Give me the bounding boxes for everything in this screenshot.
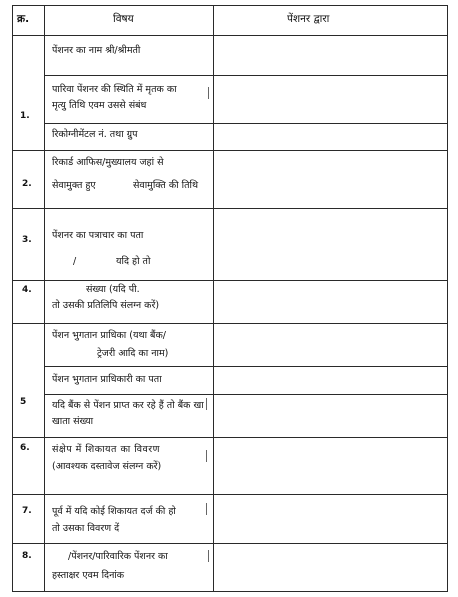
rule (12, 543, 448, 544)
header-subject: विषय (113, 13, 134, 25)
row-number-4: 4. (22, 285, 32, 295)
rule (447, 5, 448, 592)
row-number-2: 2. (22, 179, 32, 189)
row-account-number: खाता संख्या (52, 416, 94, 427)
row-number-8: 8. (22, 551, 32, 561)
row-treasury-name: ट्रेजरी आदि का नाम) (97, 348, 169, 359)
rule (12, 323, 448, 324)
rule (213, 5, 214, 592)
scan-mark (206, 503, 207, 515)
row-if-any: यदि हो तो (116, 256, 151, 267)
row-address-slash: / (73, 256, 77, 267)
rule (44, 394, 448, 395)
row-discharged: सेवामुक्त हुए (52, 180, 96, 191)
rule (12, 494, 448, 495)
rule (12, 35, 448, 36)
row-recognition-no: रिकोग्नीमेंटल नं. तथा ग्रुप (52, 129, 138, 140)
row-bank-pension: यदि बैंक से पेंशन प्राप्त कर रहे हैं तो बैंक खा (52, 400, 204, 411)
scan-mark (208, 550, 209, 562)
scan-mark (208, 87, 209, 99)
rule (12, 150, 448, 151)
row-signature-date: हस्ताक्षर एवम दिनांक (52, 570, 125, 581)
rule (12, 437, 448, 438)
rule (44, 366, 448, 367)
row-number-6: 6. (20, 443, 30, 453)
row-authority-address: पेंशन भुगतान प्राधिकारी का पता (52, 374, 162, 385)
rule (44, 123, 448, 124)
row-record-office: रिकार्ड आफिस/मुख्यालय जहां से (52, 157, 164, 168)
rule (44, 5, 45, 592)
rule (12, 208, 448, 209)
header-sno: क्र. (17, 13, 30, 25)
rule (44, 75, 448, 76)
scan-mark (206, 398, 207, 410)
row-number-3: 3. (22, 235, 32, 245)
row-number-5: 5 (20, 397, 27, 407)
row-previous-complaint: पूर्व में यदि कोई शिकायत दर्ज की हो (52, 506, 176, 517)
rule (12, 5, 13, 592)
rule (12, 5, 448, 6)
row-number-7: 7. (22, 506, 32, 516)
row-attach-copy: तो उसकी प्रतिलिपि संलग्न करें) (52, 300, 160, 311)
header-by-pensioner: पेंशनर द्वारा (287, 13, 330, 25)
row-discharge-date: सेवामुक्ति की तिथि (133, 180, 199, 191)
row-correspondence-address: पेंशनर का पत्राचार का पता (52, 230, 144, 241)
row-death-date-relation: मृत्यु तिथि एवम उससे संबंध (52, 100, 147, 111)
row-number-1: 1. (20, 111, 30, 121)
row-give-details: तो उसका विवरण दें (52, 523, 120, 534)
row-deceased-status: पारिवा पेंशनर की स्थिति में मृतक का (52, 84, 177, 95)
scan-mark (206, 450, 207, 462)
row-attach-documents: (आवश्यक दस्तावेज संलग्न करें) (52, 461, 162, 472)
row-pensioner-name: पेंशनर का नाम श्री/श्रीमती (52, 45, 141, 56)
rule (12, 591, 448, 592)
row-pension-authority: पेंशन भुगतान प्राधिका (यथा बैंक/ (52, 330, 166, 341)
row-complaint-summary: संक्षेप में शिकायत का विवरण (52, 444, 161, 455)
row-number-if-ppo: संख्या (यदि पी. (86, 284, 140, 295)
row-family-pensioner: /पेंशनर/पारिवारिक पेंशनर का (68, 551, 168, 562)
rule (12, 280, 448, 281)
